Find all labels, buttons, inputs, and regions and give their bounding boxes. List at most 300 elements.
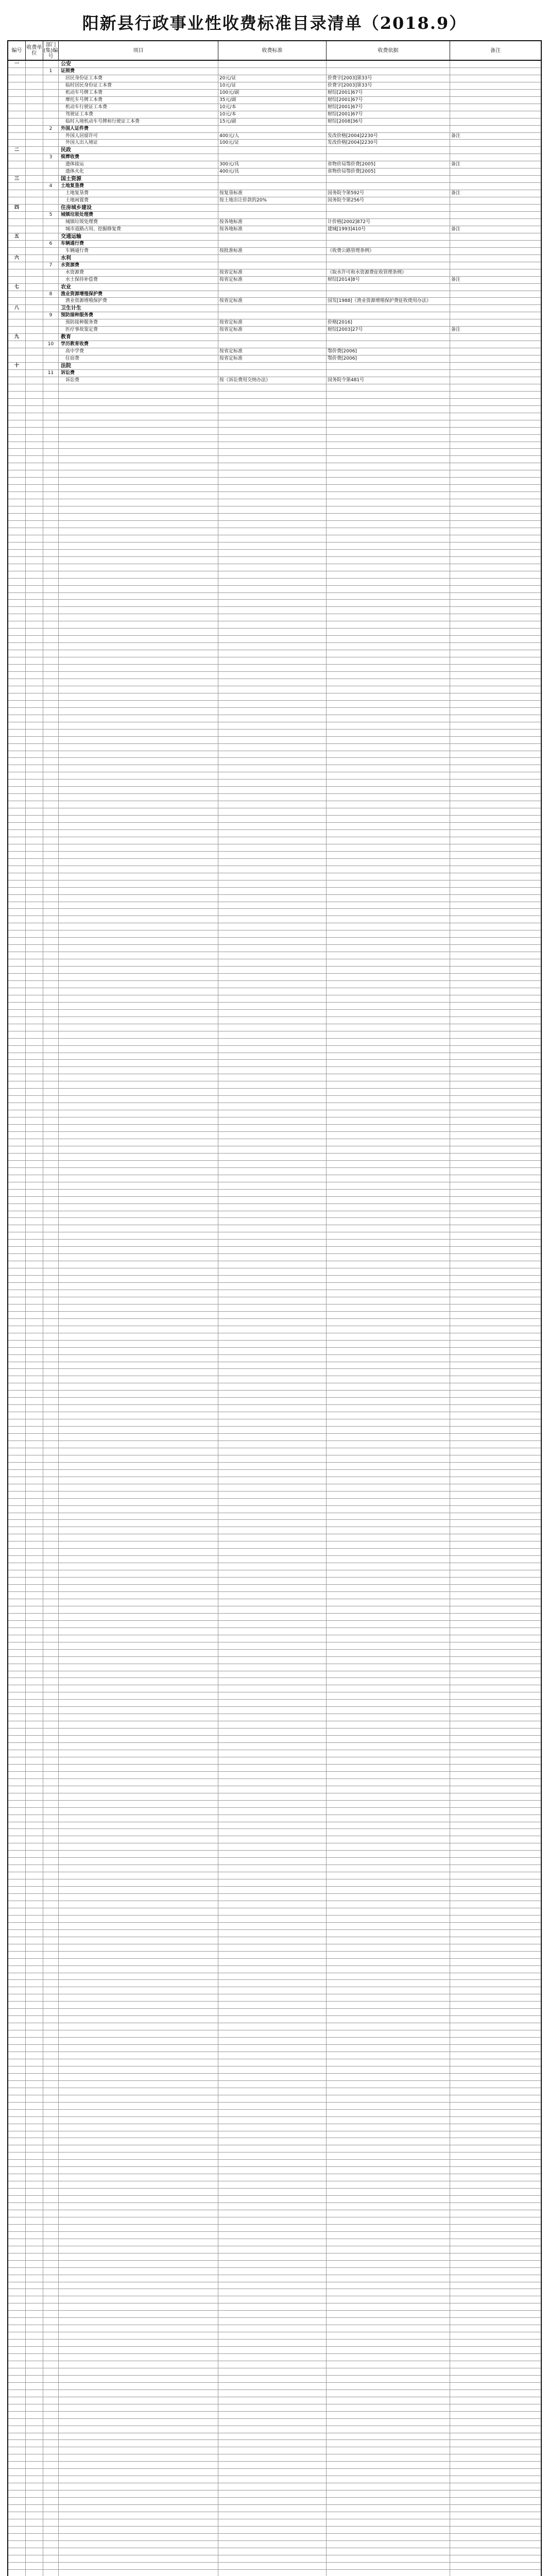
- cell-item: [59, 1966, 218, 1973]
- cell-item: [59, 2462, 218, 2468]
- cell-unit: [26, 758, 43, 765]
- cell-dept-number: [43, 1060, 59, 1066]
- table-row: [8, 1851, 541, 1858]
- cell-basis: [327, 1916, 450, 1922]
- cell-basis: [327, 2174, 450, 2181]
- table-row: [8, 341, 541, 348]
- cell-item: [59, 1089, 218, 1095]
- table-row: [8, 355, 541, 363]
- cell-item: [59, 1757, 218, 1764]
- cell-basis: [327, 499, 450, 506]
- table-row: [8, 1355, 541, 1362]
- cell-item: 住房城乡建设: [59, 205, 218, 211]
- cell-dept-number: [43, 938, 59, 944]
- cell-dept-number: [43, 1707, 59, 1714]
- cell-item: [59, 1901, 218, 1908]
- cell-basis: [327, 888, 450, 894]
- cell-unit: [26, 1333, 43, 1340]
- table-row: [8, 97, 541, 104]
- table-row: [8, 1700, 541, 1707]
- cell-item: [59, 1117, 218, 1124]
- cell-number: [8, 1110, 26, 1117]
- cell-number: [8, 1843, 26, 1850]
- cell-basis: [327, 176, 450, 182]
- cell-number: [8, 1765, 26, 1771]
- cell-number: [8, 1398, 26, 1404]
- cell-dept-number: [43, 521, 59, 528]
- cell-item: [59, 1952, 218, 1958]
- cell-unit: [26, 2088, 43, 2095]
- cell-note: [450, 1534, 539, 1541]
- cell-number: [8, 341, 26, 348]
- cell-standard: [218, 1980, 327, 1987]
- cell-dept-number: [43, 1290, 59, 1297]
- cell-note: [450, 1966, 539, 1973]
- cell-standard: [218, 1908, 327, 1915]
- cell-dept-number: [43, 2103, 59, 2109]
- cell-note: [450, 744, 539, 751]
- cell-basis: [327, 2347, 450, 2353]
- cell-dept-number: [43, 967, 59, 973]
- cell-standard: [218, 262, 327, 269]
- cell-standard: [218, 830, 327, 837]
- cell-standard: [218, 61, 327, 67]
- cell-basis: [327, 2570, 450, 2576]
- cell-basis: [327, 2045, 450, 2052]
- cell-number: [8, 1728, 26, 1735]
- cell-standard: [218, 1405, 327, 1412]
- cell-item: [59, 506, 218, 513]
- cell-item: [59, 1801, 218, 1807]
- cell-standard: [218, 686, 327, 693]
- cell-dept-number: [43, 844, 59, 851]
- cell-note: [450, 363, 539, 369]
- cell-basis: [327, 2433, 450, 2440]
- cell-dept-number: [43, 535, 59, 542]
- cell-number: [8, 2505, 26, 2512]
- cell-basis: [327, 506, 450, 513]
- cell-unit: [26, 550, 43, 556]
- cell-standard: [218, 2174, 327, 2181]
- cell-unit: [26, 614, 43, 621]
- cell-standard: [218, 1822, 327, 1829]
- cell-note: [450, 1671, 539, 1678]
- cell-number: [8, 1750, 26, 1757]
- cell-item: 高中学费: [59, 348, 218, 355]
- cell-standard: 按省定标准: [218, 348, 327, 355]
- cell-note: [450, 2253, 539, 2260]
- cell-number: [8, 2095, 26, 2102]
- cell-standard: [218, 2462, 327, 2468]
- cell-note: [450, 2153, 539, 2159]
- table-row: [8, 1973, 541, 1980]
- cell-unit: [26, 2030, 43, 2037]
- cell-basis: [327, 1074, 450, 1081]
- cell-number: [8, 2534, 26, 2540]
- cell-dept-number: [43, 730, 59, 736]
- cell-dept-number: [43, 2174, 59, 2181]
- cell-item: 城市道路占用、挖掘修复费: [59, 226, 218, 233]
- cell-item: [59, 1980, 218, 1987]
- cell-note: [450, 1736, 539, 1742]
- cell-number: [8, 1743, 26, 1750]
- cell-item: [59, 1779, 218, 1786]
- cell-standard: [218, 2325, 327, 2332]
- cell-note: [450, 1268, 539, 1275]
- cell-number: [8, 161, 26, 168]
- cell-number: [8, 952, 26, 959]
- cell-note: [450, 1398, 539, 1404]
- cell-basis: [327, 1110, 450, 1117]
- cell-item: [59, 1937, 218, 1944]
- cell-note: [450, 2030, 539, 2037]
- cell-unit: [26, 2534, 43, 2540]
- cell-item: [59, 2476, 218, 2483]
- cell-basis: [327, 643, 450, 650]
- cell-dept-number: [43, 1190, 59, 1196]
- cell-unit: [26, 1513, 43, 1520]
- table-row: [8, 2354, 541, 2361]
- cell-number: [8, 2203, 26, 2210]
- cell-note: [450, 2246, 539, 2253]
- cell-dept-number: [43, 2469, 59, 2476]
- cell-note: [450, 126, 539, 132]
- cell-unit: [26, 535, 43, 542]
- cell-unit: [26, 1319, 43, 1326]
- cell-unit: [26, 923, 43, 930]
- cell-note: [450, 334, 539, 341]
- cell-number: [8, 2181, 26, 2188]
- table-row: [8, 2275, 541, 2282]
- cell-basis: [327, 543, 450, 549]
- cell-basis: [327, 1441, 450, 1448]
- cell-note: [450, 1865, 539, 1872]
- cell-standard: [218, 1283, 327, 1290]
- cell-unit: [26, 97, 43, 104]
- cell-note: [450, 1743, 539, 1750]
- cell-item: [59, 1326, 218, 1333]
- cell-unit: [26, 1728, 43, 1735]
- cell-dept-number: [43, 1067, 59, 1074]
- cell-unit: [26, 1592, 43, 1599]
- cell-standard: [218, 154, 327, 161]
- cell-number: [8, 2074, 26, 2080]
- cell-dept-number: [43, 2030, 59, 2037]
- cell-item: [59, 2527, 218, 2533]
- cell-dept-number: [43, 1211, 59, 1218]
- cell-dept-number: [43, 1829, 59, 1836]
- cell-basis: [327, 2117, 450, 2124]
- cell-number: [8, 2002, 26, 2008]
- cell-note: [450, 1024, 539, 1031]
- table-row: [8, 938, 541, 945]
- table-row: [8, 442, 541, 449]
- cell-basis: [327, 1664, 450, 1671]
- cell-note: [450, 2454, 539, 2461]
- cell-basis: [327, 1139, 450, 1146]
- cell-dept-number: [43, 1470, 59, 1477]
- cell-number: [8, 1836, 26, 1843]
- cell-number: [8, 2066, 26, 2073]
- cell-basis: [327, 1894, 450, 1901]
- cell-dept-number: [43, 478, 59, 484]
- cell-item: 殡葬收费: [59, 154, 218, 161]
- cell-dept-number: [43, 2383, 59, 2389]
- cell-note: [450, 693, 539, 700]
- cell-number: [8, 1031, 26, 1038]
- table-row: [8, 1664, 541, 1671]
- cell-number: [8, 650, 26, 657]
- cell-unit: [26, 1822, 43, 1829]
- cell-note: [450, 147, 539, 154]
- cell-number: [8, 2145, 26, 2152]
- table-row: [8, 1635, 541, 1642]
- table-row: [8, 1096, 541, 1103]
- cell-standard: [218, 2347, 327, 2353]
- table-row: [8, 866, 541, 873]
- cell-basis: 价费字[2003]第33号: [327, 82, 450, 89]
- cell-item: [59, 1348, 218, 1354]
- cell-unit: [26, 2397, 43, 2404]
- cell-standard: [218, 514, 327, 520]
- cell-basis: [327, 2138, 450, 2145]
- cell-number: [8, 2361, 26, 2368]
- cell-basis: [327, 1728, 450, 1735]
- cell-dept-number: [43, 1664, 59, 1671]
- cell-number: [8, 355, 26, 362]
- table-row: [8, 1499, 541, 1506]
- cell-number: [8, 852, 26, 858]
- cell-basis: [327, 262, 450, 269]
- cell-basis: [327, 61, 450, 67]
- cell-unit: [26, 1053, 43, 1060]
- cell-note: [450, 1434, 539, 1440]
- cell-number: [8, 1369, 26, 1376]
- cell-basis: [327, 233, 450, 240]
- cell-note: [450, 952, 539, 959]
- cell-note: [450, 233, 539, 240]
- cell-dept-number: [43, 2153, 59, 2159]
- cell-basis: [327, 1031, 450, 1038]
- cell-standard: [218, 463, 327, 470]
- cell-number: [8, 478, 26, 484]
- cell-basis: 财综[2001]67号: [327, 90, 450, 96]
- cell-standard: [218, 1441, 327, 1448]
- cell-unit: [26, 1944, 43, 1951]
- header-col-number: 编号: [8, 41, 26, 60]
- cell-standard: 10元/本: [218, 104, 327, 111]
- cell-dept-number: [43, 2462, 59, 2468]
- cell-number: [8, 614, 26, 621]
- cell-note: [450, 506, 539, 513]
- table-row: [8, 126, 541, 133]
- cell-dept-number: [43, 348, 59, 355]
- cell-unit: [26, 772, 43, 779]
- cell-unit: [26, 1218, 43, 1225]
- cell-item: [59, 2124, 218, 2131]
- cell-standard: [218, 844, 327, 851]
- cell-note: [450, 68, 539, 75]
- table-row: [8, 1463, 541, 1470]
- cell-dept-number: [43, 1628, 59, 1635]
- cell-number: [8, 2275, 26, 2282]
- cell-unit: [26, 1024, 43, 1031]
- cell-item: [59, 1513, 218, 1520]
- cell-note: [450, 765, 539, 772]
- cell-dept-number: [43, 2282, 59, 2289]
- cell-unit: [26, 413, 43, 420]
- cell-basis: [327, 686, 450, 693]
- cell-dept-number: [43, 1973, 59, 1980]
- cell-standard: [218, 2059, 327, 2066]
- cell-standard: [218, 1391, 327, 1397]
- cell-standard: [218, 2383, 327, 2389]
- cell-unit: [26, 1901, 43, 1908]
- cell-standard: [218, 233, 327, 240]
- table-row: [8, 205, 541, 212]
- cell-number: [8, 2117, 26, 2124]
- cell-item: [59, 1570, 218, 1577]
- cell-dept-number: [43, 1549, 59, 1555]
- cell-item: 驾驶证工本费: [59, 111, 218, 118]
- cell-basis: [327, 2476, 450, 2483]
- table-row: [8, 2289, 541, 2296]
- cell-note: [450, 1010, 539, 1016]
- table-row: [8, 852, 541, 859]
- table-row: [8, 636, 541, 643]
- cell-basis: [327, 1089, 450, 1095]
- cell-number: [8, 528, 26, 535]
- table-row: [8, 959, 541, 967]
- table-row: [8, 1477, 541, 1484]
- table-row: [8, 2110, 541, 2117]
- cell-unit: [26, 1290, 43, 1297]
- table-row: [8, 399, 541, 406]
- table-row: [8, 1930, 541, 1937]
- table-row: [8, 1843, 541, 1851]
- cell-item: 遗体火化: [59, 168, 218, 175]
- cell-note: [450, 1549, 539, 1555]
- cell-standard: [218, 715, 327, 722]
- table-row: [8, 255, 541, 262]
- cell-unit: [26, 262, 43, 269]
- cell-unit: [26, 1685, 43, 1692]
- cell-number: [8, 392, 26, 398]
- cell-item: [59, 1527, 218, 1534]
- cell-unit: [26, 1247, 43, 1253]
- cell-basis: [327, 1765, 450, 1771]
- cell-unit: [26, 2045, 43, 2052]
- table-row: [8, 161, 541, 168]
- table-row: [8, 1348, 541, 1355]
- cell-note: [450, 176, 539, 182]
- cell-standard: [218, 1412, 327, 1419]
- cell-basis: [327, 1614, 450, 1620]
- table-row: [8, 1901, 541, 1908]
- cell-dept-number: [43, 1225, 59, 1232]
- cell-standard: 15元/副: [218, 118, 327, 125]
- cell-standard: [218, 1692, 327, 1699]
- cell-basis: [327, 2261, 450, 2267]
- table-row: [8, 794, 541, 801]
- cell-number: [8, 737, 26, 743]
- cell-standard: [218, 772, 327, 779]
- cell-dept-number: [43, 1506, 59, 1513]
- cell-note: [450, 844, 539, 851]
- cell-dept-number: [43, 629, 59, 635]
- cell-note: [450, 722, 539, 729]
- cell-note: [450, 521, 539, 528]
- cell-standard: 10元/证: [218, 82, 327, 89]
- cell-note: [450, 895, 539, 902]
- cell-dept-number: [43, 2325, 59, 2332]
- table-row: [8, 2189, 541, 2196]
- cell-number: [8, 1218, 26, 1225]
- cell-unit: [26, 161, 43, 168]
- cell-basis: [327, 1333, 450, 1340]
- cell-note: [450, 104, 539, 111]
- cell-item: [59, 557, 218, 564]
- cell-unit: [26, 277, 43, 283]
- cell-basis: [327, 2541, 450, 2548]
- table-row: [8, 140, 541, 147]
- cell-unit: [26, 104, 43, 111]
- cell-standard: [218, 1923, 327, 1929]
- cell-number: [8, 1463, 26, 1469]
- cell-basis: [327, 772, 450, 779]
- table-row: [8, 377, 541, 384]
- cell-dept-number: [43, 981, 59, 988]
- cell-item: [59, 478, 218, 484]
- table-row: [8, 2145, 541, 2153]
- cell-number: [8, 212, 26, 218]
- table-row: [8, 1225, 541, 1232]
- cell-dept-number: [43, 2052, 59, 2059]
- cell-standard: [218, 794, 327, 801]
- cell-item: [59, 1197, 218, 1204]
- cell-item: [59, 1053, 218, 1060]
- cell-unit: [26, 463, 43, 470]
- cell-basis: [327, 909, 450, 916]
- cell-basis: [327, 1146, 450, 1153]
- cell-basis: [327, 974, 450, 980]
- cell-standard: [218, 1003, 327, 1009]
- cell-item: [59, 2023, 218, 2030]
- cell-standard: 400元/人: [218, 133, 327, 140]
- cell-item: [59, 902, 218, 909]
- cell-item: [59, 1916, 218, 1922]
- cell-unit: [26, 1930, 43, 1937]
- cell-basis: [327, 579, 450, 585]
- table-row: [8, 787, 541, 794]
- table-row: [8, 168, 541, 176]
- cell-dept-number: [43, 1261, 59, 1268]
- cell-unit: [26, 2527, 43, 2533]
- cell-dept-number: [43, 593, 59, 600]
- cell-dept-number: [43, 787, 59, 793]
- cell-number: [8, 2189, 26, 2195]
- cell-number: [8, 485, 26, 492]
- cell-basis: [327, 2548, 450, 2555]
- cell-item: [59, 2303, 218, 2310]
- cell-note: [450, 1312, 539, 1318]
- table-row: [8, 1836, 541, 1843]
- cell-number: [8, 1822, 26, 1829]
- cell-dept-number: 5: [43, 212, 59, 218]
- cell-dept-number: [43, 2519, 59, 2526]
- table-row: [8, 1326, 541, 1333]
- cell-note: [450, 1096, 539, 1103]
